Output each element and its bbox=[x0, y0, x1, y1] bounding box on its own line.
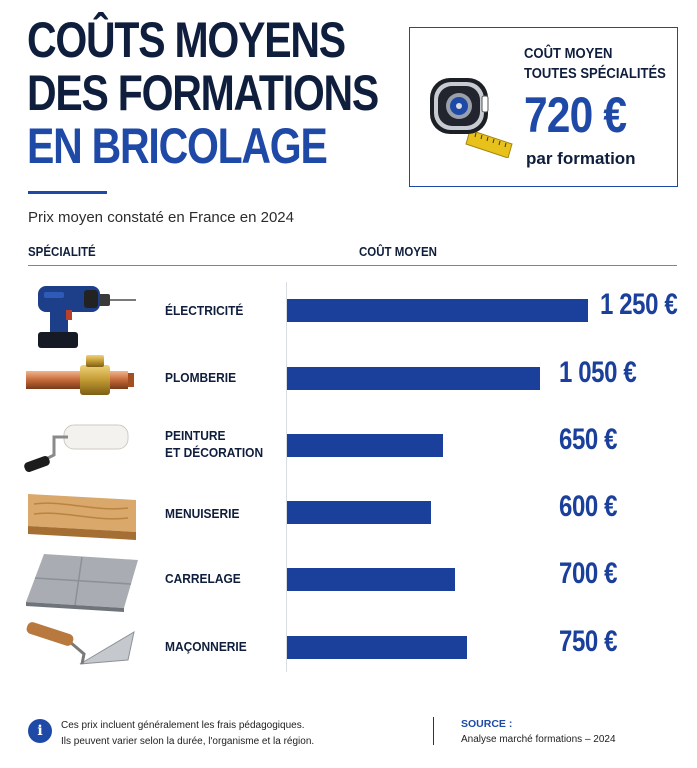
summary-label bbox=[524, 44, 666, 84]
summary-label-line-2: TOUTES SPÉCIALITÉS bbox=[524, 66, 666, 82]
category-label-electricite bbox=[165, 302, 243, 319]
column-header-cost: COÛT MOYEN bbox=[359, 245, 437, 259]
value-label-peinture: 650 € bbox=[559, 423, 618, 456]
summary-card bbox=[409, 27, 678, 187]
value-label-maconnerie: 750 € bbox=[559, 625, 618, 658]
category-label-line: CARRELAGE bbox=[165, 571, 241, 586]
tile-icon bbox=[24, 552, 139, 619]
chart-row-peinture bbox=[0, 419, 697, 469]
category-label-maconnerie bbox=[165, 638, 247, 655]
footer-note bbox=[61, 718, 314, 750]
paint-roller-icon bbox=[24, 419, 139, 490]
chart-baseline bbox=[286, 282, 287, 672]
pipe-icon bbox=[24, 353, 139, 418]
title-underline bbox=[28, 191, 107, 194]
footer-note-line-1: Ces prix incluent généralement les frais pédagogiques. bbox=[61, 720, 305, 731]
category-label-line: PLOMBERIE bbox=[165, 370, 237, 385]
trowel-icon bbox=[24, 620, 139, 687]
source-text: Analyse marché formations – 2024 bbox=[461, 734, 616, 745]
footer-divider bbox=[433, 717, 434, 745]
source-title: SOURCE : bbox=[461, 718, 513, 730]
page-title bbox=[27, 12, 379, 174]
value-label-carrelage: 700 € bbox=[559, 557, 618, 590]
value-label-menuiserie: 600 € bbox=[559, 490, 618, 523]
summary-unit: par formation bbox=[526, 149, 636, 168]
bar-maconnerie bbox=[287, 636, 467, 659]
chart-row-carrelage bbox=[0, 552, 697, 602]
chart-row-menuiserie bbox=[0, 486, 697, 536]
bar-carrelage bbox=[287, 568, 455, 591]
bar-peinture bbox=[287, 434, 443, 457]
tape-measure-icon bbox=[426, 72, 516, 163]
category-label-line: MENUISERIE bbox=[165, 506, 240, 521]
info-icon: i bbox=[28, 719, 52, 743]
title-line-2: DES FORMATIONS bbox=[27, 65, 379, 121]
category-label-carrelage bbox=[165, 570, 241, 587]
drill-icon bbox=[24, 284, 139, 355]
chart-row-maconnerie bbox=[0, 620, 697, 670]
category-label-menuiserie bbox=[165, 505, 239, 522]
value-label-plomberie: 1 050 € bbox=[559, 356, 637, 389]
category-label-line: ÉLECTRICITÉ bbox=[165, 303, 244, 318]
category-label-line: PEINTURE bbox=[165, 428, 226, 443]
header-divider bbox=[28, 265, 677, 266]
category-label-line: MAÇONNERIE bbox=[165, 639, 247, 654]
column-header-specialty: SPÉCIALITÉ bbox=[28, 245, 96, 259]
subtitle: Prix moyen constaté en France en 2024 bbox=[28, 209, 294, 226]
title-line-1: COÛTS MOYENS bbox=[27, 12, 345, 68]
category-label-line: ET DÉCORATION bbox=[165, 445, 264, 460]
bar-plomberie bbox=[287, 367, 540, 390]
chart-row-electricite bbox=[0, 284, 697, 334]
footer-note-line-2: Ils peuvent varier selon la durée, l'organisme et la région. bbox=[61, 736, 315, 747]
category-label-peinture bbox=[165, 427, 263, 461]
title-line-3: EN BRICOLAGE bbox=[27, 118, 327, 174]
bar-menuiserie bbox=[287, 501, 431, 524]
summary-value: 720 € bbox=[524, 87, 627, 143]
category-label-plomberie bbox=[165, 369, 236, 386]
summary-label-line-1: COÛT MOYEN bbox=[524, 46, 613, 62]
bar-electricite bbox=[287, 299, 588, 322]
chart-row-plomberie bbox=[0, 353, 697, 403]
value-label-electricite: 1 250 € bbox=[600, 288, 678, 321]
wood-plank-icon bbox=[24, 486, 139, 551]
